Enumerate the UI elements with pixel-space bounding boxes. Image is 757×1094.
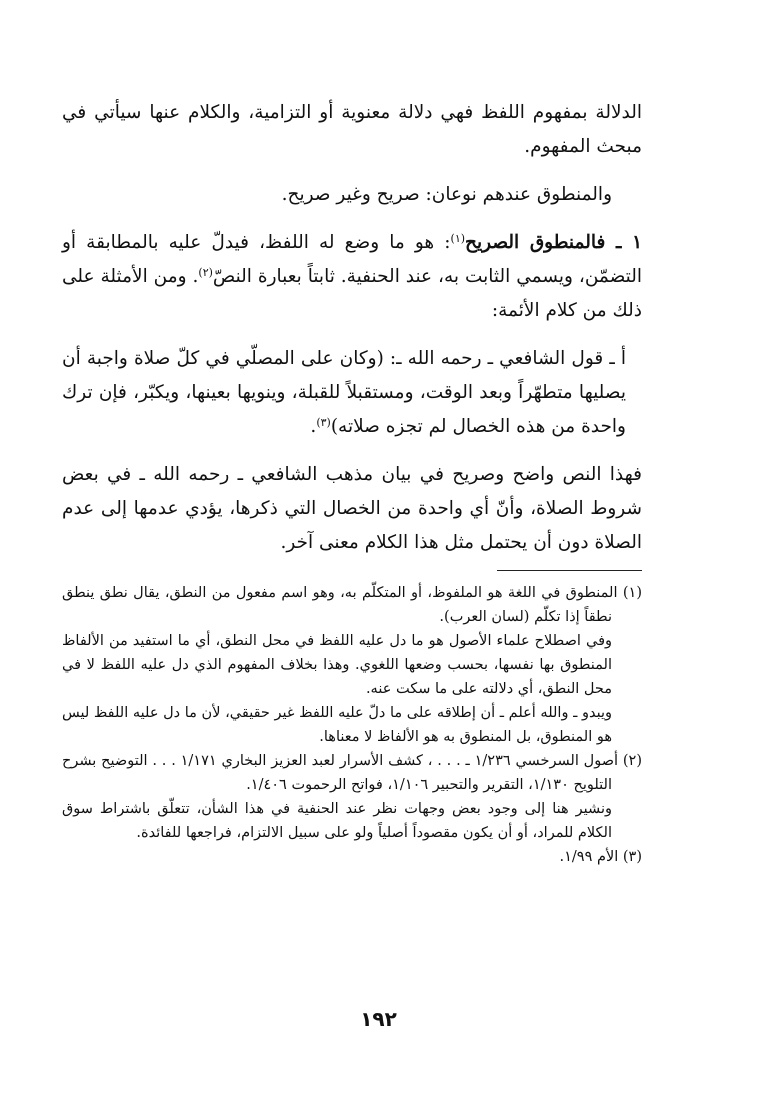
main-text: [62, 96, 642, 560]
page-number: ١٩٢: [360, 1007, 397, 1031]
footnote-ref-1: (١): [450, 232, 466, 245]
paragraph-text: . ومن الأمثلة على ذلك من كلام الأئمة:: [62, 266, 642, 321]
footnote-2-continued: ونشير هنا إلى وجود بعض وجهات نظر عند الحنفية في هذا الشأن، تتعلّق باشتراط سوق الكلام للمراد، أو أن يكون مقصوداً أصلياً ولو على سبيل الالتزام، فراجعها للفائدة.: [62, 801, 612, 841]
paragraph-explicit-mantuq: [62, 226, 642, 328]
quote-text: .: [310, 416, 317, 437]
footnote-3: (٣) الأم ١/٩٩.: [559, 849, 642, 865]
paragraph-text: : هو ما وضع له اللفظ، فيدلّ عليه بالمطابقة أو التضمّن، ويسمي الثابت به، عند الحنفية. ثابتاً بعبارة النصّ: [62, 232, 643, 287]
footnotes: [62, 581, 642, 869]
paragraph-commentary: فهذا النص واضح وصريح في بيان مذهب الشافعي ـ رحمه الله ـ في بعض شروط الصلاة، وأنّ أي واحدة من الخصال التي ذكرها، يؤدي عدمها إلى عدم الصلاة دون أن يحتمل مثل هذا الكلام معنى آخر.: [62, 464, 642, 553]
paragraph-shafii-quote: [62, 342, 642, 444]
quote-text: أ ـ قول الشافعي ـ رحمه الله ـ: (وكان على المصلّي في كلّ صلاة واجبة أن يصليها متطهّراً وبعد الوقت، ومستقبلاً للقبلة، وينويها بعينها، ويكبّر، فإن ترك واحدة من هذه الخصال لم تجزه صلاته): [62, 348, 626, 437]
paragraph-mantuq-types: والمنطوق عندهم نوعان: صريح وغير صريح.: [281, 184, 612, 205]
footnote-1: (١) المنطوق في اللغة هو الملفوظ، أو المتكلّم به، وهو اسم مفعول من النطق، يقال نطق ينطق نطقاً إذا تكلّم (لسان العرب).: [62, 585, 642, 625]
footnote-1-continued: وفي اصطلاح علماء الأصول هو ما دل عليه اللفظ في محل النطق، أي ما استفيد من الألفاظ المنطوق بها نفسها، بحسب وضعها اللغوي. وهذا بخلاف المفهوم الذي دل عليه اللفظ لا في محل النطق، أي دلالته على ما سكت عنه.: [62, 633, 612, 697]
footnote-separator: [497, 570, 642, 571]
footnote-ref-3: (٣): [316, 416, 331, 429]
footnote-ref-2: (٢): [198, 266, 213, 279]
paragraph-mafhum: الدلالة بمفهوم اللفظ فهي دلالة معنوية أو التزامية، والكلام عنها سيأتي في مبحث المفهوم.: [62, 102, 642, 157]
page-content: [62, 96, 642, 869]
footnote-1-continued: ويبدو ـ والله أعلم ـ أن إطلاقه على ما دلّ عليه اللفظ غير حقيقي، لأن ما دل عليه اللفظ ليس هو المنطوق، بل المنطوق به هو الألفاظ لا معناها.: [62, 705, 612, 745]
section-heading: ١ ـ فالمنطوق الصريح: [465, 232, 642, 253]
footnote-2: (٢) أصول السرخسي ١/٢٣٦ ـ . . . ، كشف الأسرار لعبد العزيز البخاري ١/١٧١ . . . التوضيح بشرح التلويح ١/١٣٠، التقرير والتحبير ١/١٠٦، فواتح الرحموت ١/٤٠٦.: [62, 753, 642, 793]
